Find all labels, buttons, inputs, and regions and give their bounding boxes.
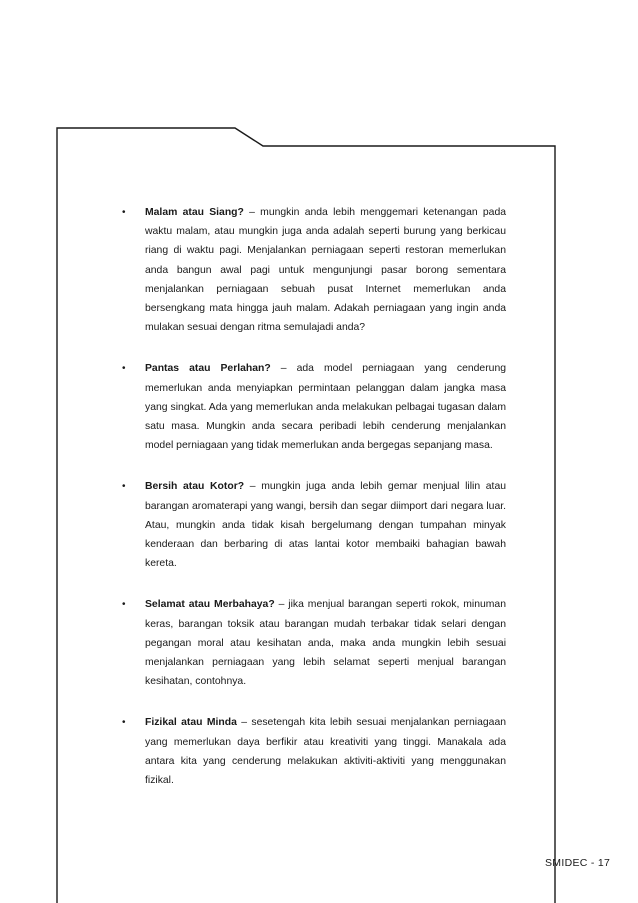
bullet-dot: •	[122, 207, 126, 218]
item-heading: Fizikal atau Minda	[145, 717, 237, 729]
item-body: – jika menjual barangan seperti rokok, minuman keras, barangan toksik atau barangan mudah terbakar tidak selari dengan pegangan moral atau kesihatan anda, maka anda mungkin lebih sesuai menjalankan perniagaan yang lebih selamat seperti menjual barangan kesihatan, contohnya.	[145, 599, 506, 688]
list-item-selamat-atau-merbahaya	[122, 595, 506, 691]
bullet-dot: •	[122, 717, 126, 729]
bullet-list	[122, 203, 506, 812]
item-body: – mungkin anda lebih menggemari ketenangan pada waktu malam, atau mungkin juga anda adalah seperti burung yang berkicau riang di waktu pagi. Menjalankan perniagaan seperti restoran memerlukan anda bangun awal pagi untuk mengunjungi pasar borong sementara menjalankan perniagaan sebuah pusat Internet memerlukan anda bersengkang mata hingga jauh malam. Adakah perniagaan yang ingin anda mulakan sesuai dengan ritma semulajadi anda?	[145, 207, 506, 334]
item-body: – mungkin juga anda lebih gemar menjual lilin atau barangan aromaterapi yang wangi, bersih dan segar diimport dari negara luar. Atau, mungkin anda tidak kisah bergelumang dengan tumpahan minyak kenderaan dan berbaring di atas lantai kotor membaiki bahagian bawah kereta.	[145, 481, 507, 570]
bullet-dot: •	[122, 481, 126, 493]
item-body: – ada model perniagaan yang cenderung memerlukan anda menyiapkan permintaan pelanggan dalam jangka masa yang singkat. Ada yang memerlukan anda melakukan pelbagai tugasan dalam satu masa. Mungkin anda secara peribadi lebih cenderung menjalankan model perniagaan yang tidak memerlukan anda bergegas sepanjang masa.	[145, 363, 507, 452]
item-heading: Pantas atau Perlahan?	[145, 363, 271, 375]
page-footer-label: SMIDEC - 17	[545, 857, 611, 869]
bullet-dot: •	[122, 363, 126, 375]
item-body: – sesetengah kita lebih sesuai menjalankan perniagaan yang memerlukan daya berfikir atau kreativiti yang tinggi. Manakala ada antara kita yang cenderung melakukan aktiviti-aktiviti yang menggunakan fizikal.	[145, 717, 506, 787]
list-item-bersih-atau-kotor	[122, 477, 506, 573]
item-heading: Selamat atau Merbahaya?	[145, 599, 275, 611]
item-heading: Bersih atau Kotor?	[145, 481, 245, 493]
bullet-dot: •	[122, 599, 126, 611]
list-item-pantas-atau-perlahan	[122, 359, 506, 455]
item-heading: Malam atau Siang?	[145, 207, 244, 218]
list-item-malam-atau-siang	[122, 203, 506, 337]
list-item-fizikal-atau-minda	[122, 713, 506, 790]
